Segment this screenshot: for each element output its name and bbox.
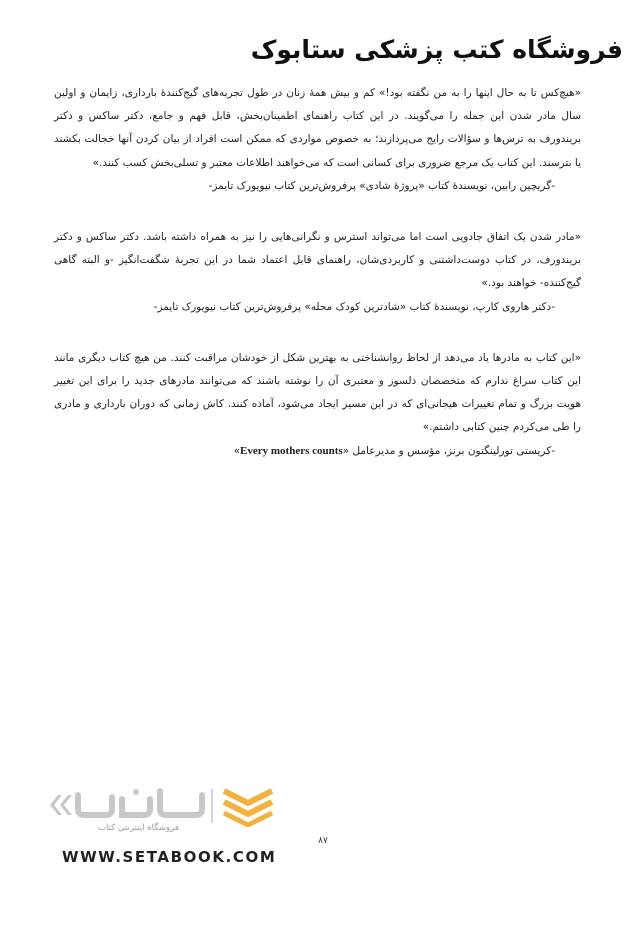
page-header — [20, 30, 623, 70]
quote-text: «این کتاب به مادرها یاد می‌دهد از لحاظ روانشناختی به بهترین شکل از خودشان مراقبت کنند. من هیچ کتاب دیگری مانند این کتاب سراغ ندارم که متخصصان دلسوز و معتبری آن را نوشته باشند که می‌توانند مادرهای جدید را برای این تغییر هویت بزرگ و تمام تغییرات هیجانی‌ای که در این مسیر ایجاد می‌شود، آماده کنند. کاش زمانی که دوران بارداری و مادری را طی می‌کردم چنین کتابی داشتم.» — [54, 351, 581, 434]
logo-tagline: فروشگاه اینترنتی کتاب — [98, 823, 179, 833]
attribution-prefix: -کریستی تورلینگتون برنز، مؤسس و مدیرعامل « — [342, 444, 555, 457]
quotes-section — [54, 82, 581, 463]
attribution-organization: Every mothers counts — [240, 444, 343, 457]
quote-block-1 — [54, 82, 581, 198]
attribution-suffix: » — [233, 444, 241, 457]
quote-text: «هیچ‌کس تا به حال اینها را به من نگفته بود!» کم و بیش همهٔ زنان در طول تجربه‌های گیج‌کنندهٔ بارداری، زایمان و اولین سال مادر شدن این جمله را می‌گویند. در این کتاب راهنمای اطمینان‌بخش، قابل فهم و جامع، دکتر ساکس و دکتر بریندورف به ترس‌ها و سؤالات رایج می‌پردازند؛ به خصوص مواردی که ممکن است افراد از بیان کردن آنها خجالت بکشند یا بترسند. این کتاب یک مرجع ضروری برای کسانی است که می‌خواهند اطلاعات معتبر و تسلی‌بخش کسب کنند.» — [54, 87, 581, 169]
page-number: ۸۷ — [318, 836, 328, 846]
logo-letter-stroke — [78, 795, 112, 815]
chevron-left-icon — [60, 795, 72, 815]
setabook-logo-graphic — [48, 783, 278, 827]
logo-divider — [211, 789, 213, 823]
logo-letter-stroke — [160, 791, 202, 815]
quote-attribution: -دکتر هاروی کارپ، نویسندهٔ کتاب «شادترین کودک محله» پرفروش‌ترین کتاب نیویورک تایمز- — [153, 300, 555, 313]
quote-text: «مادر شدن یک اتفاق جادویی است اما می‌تواند استرس و نگرانی‌هایی را نیز به همراه داشته باشد. دکتر ساکس و دکتر بریندورف، در کتاب دوست‌داشتنی و کاربردی‌شان، راهنمای قابل اعتماد شما در این تجربهٔ شگفت‌انگیز -و البته گاهی گیج‌کننده- خواهند بود.» — [54, 231, 581, 290]
quote-attribution: -گریچین رابین، نویسندهٔ کتاب «پروژهٔ شادی» پرفروش‌ترین کتاب نیویورک تایمز- — [208, 179, 555, 192]
quote-block-3 — [54, 347, 581, 463]
website-url[interactable]: WWW.SETABOOK.COM — [62, 848, 277, 866]
setabook-logo — [48, 783, 278, 839]
logo-letter-stroke — [122, 799, 150, 815]
logo-dot — [133, 789, 139, 795]
logo-wordmark — [50, 789, 202, 815]
quote-block-2 — [54, 226, 581, 319]
page-title: فروشگاه کتب پزشکی ستابوک — [250, 35, 623, 64]
quote-attribution — [54, 440, 581, 463]
book-stack-icon — [224, 791, 272, 825]
